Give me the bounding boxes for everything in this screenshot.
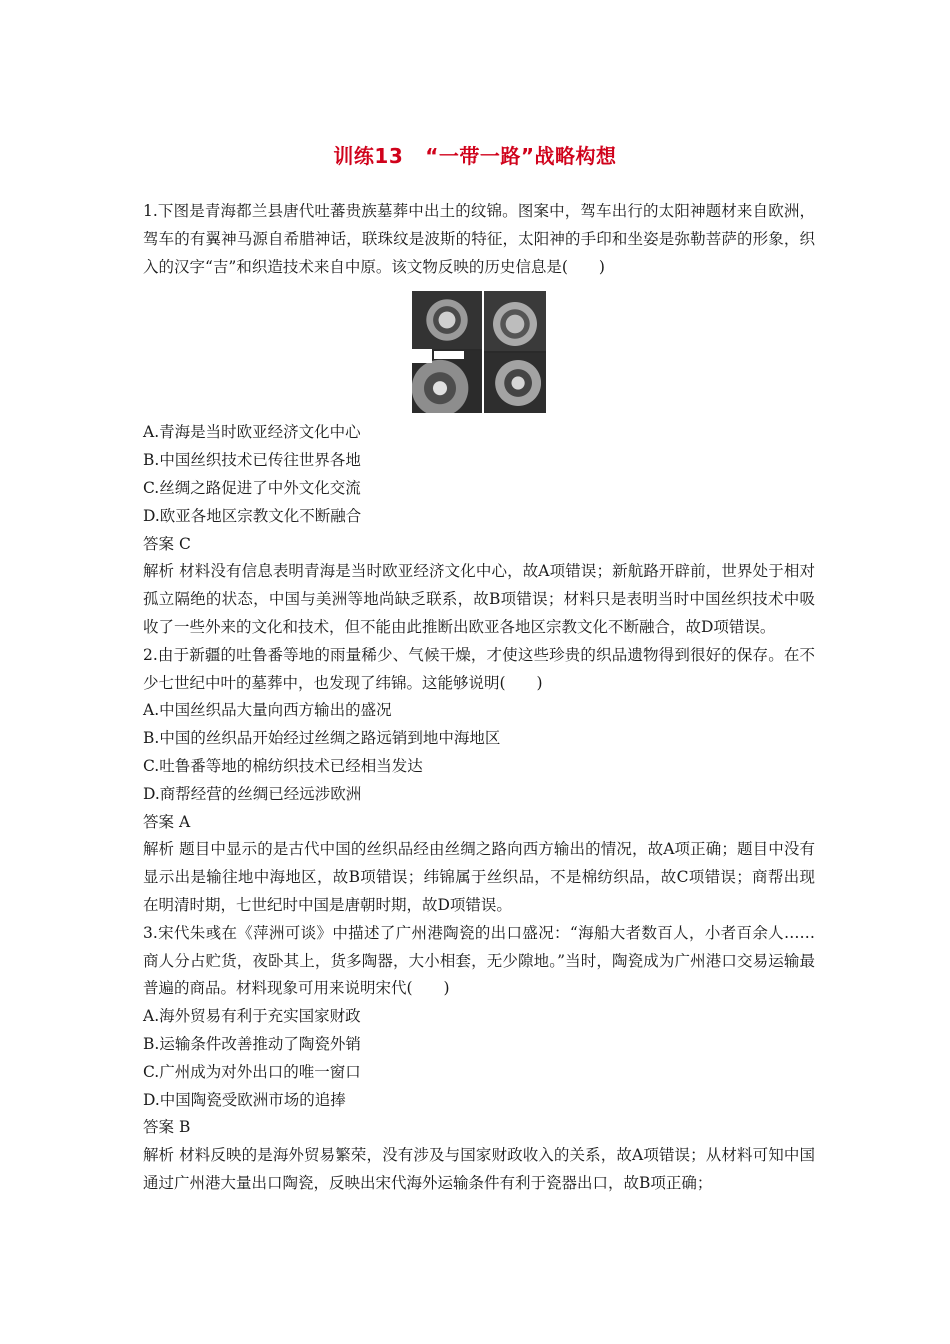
question-3-option-d: D.中国陶瓷受欧洲市场的追捧	[143, 1090, 346, 1109]
question-2-stem: 2.由于新疆的吐鲁番等地的雨量稀少、气候干燥，才使这些珍贵的织品遗物得到很好的保存。在不少七世纪中叶的墓葬中，也发现了纬锦。这能够说明( )	[143, 645, 815, 692]
analysis-text: 题目中显示的是古代中国的丝织品经由丝绸之路向西方输出的情况，故A项正确；题目中没有显示出是输往地中海地区，故B项错误；纬锦属于丝织品，不是棉纺织品，故C项错误；商帮出现在明清时期，七世纪时中国是唐朝时期，故D项错误。	[143, 840, 815, 914]
question-1-stem: 1.下图是青海都兰县唐代吐蕃贵族墓葬中出土的纹锦。图案中，驾车出行的太阳神题材来自欧洲，驾车的有翼神马源自希腊神话，联珠纹是波斯的特征，太阳神的手印和坐姿是弥勒菩萨的形象，织入的汉字“吉”和织造技术来自中原。该文物反映的历史信息是( )	[143, 202, 815, 276]
page-title	[0, 140, 950, 169]
question-2-analysis	[143, 836, 815, 919]
question-3-option-a: A.海外贸易有利于充实国家财政	[143, 1007, 361, 1026]
question-1-option-c: C.丝绸之路促进了中外文化交流	[143, 478, 361, 497]
analysis-label: 解析	[143, 562, 175, 581]
analysis-label: 解析	[143, 1146, 175, 1165]
question-2-option-b: B.中国的丝织品开始经过丝绸之路远销到地中海地区	[143, 729, 501, 748]
question-list	[143, 198, 815, 1198]
question-1-analysis	[143, 558, 815, 641]
question-2-option-d: D.商帮经营的丝绸已经远涉欧洲	[143, 784, 362, 803]
answer-label: 答案	[143, 1118, 175, 1137]
question-1-option-d: D.欧亚各地区宗教文化不断融合	[143, 506, 362, 525]
answer-label: 答案	[143, 812, 175, 831]
question-1-option-a: A.青海是当时欧亚经济文化中心	[143, 423, 361, 442]
question-3-analysis	[143, 1142, 815, 1198]
answer-label: 答案	[143, 534, 175, 553]
lesson-title: “一带一路”战略构想	[425, 144, 617, 168]
question-1-answer	[143, 531, 815, 559]
analysis-text: 材料反映的是海外贸易繁荣，没有涉及与国家财政收入的关系，故A项错误；从材料可知中国通过广州港大量出口陶瓷，反映出宋代海外运输条件有利于瓷器出口，故B项正确；	[143, 1146, 815, 1192]
answer-value: B	[179, 1118, 191, 1137]
answer-value: C	[179, 534, 191, 553]
question-2-option-c: C.吐鲁番等地的棉纺织技术已经相当发达	[143, 756, 423, 775]
lesson-number: 训练13	[333, 144, 404, 168]
question-3-answer	[143, 1114, 815, 1142]
brocade-fragment	[412, 291, 482, 349]
brocade-fragment	[484, 353, 546, 413]
question-2-option-a: A.中国丝织品大量向西方输出的盛况	[143, 701, 392, 720]
answer-value: A	[179, 812, 191, 831]
analysis-text: 材料没有信息表明青海是当时欧亚经济文化中心，故A项错误；新航路开辟前，世界处于相对孤立隔绝的状态，中国与美洲等地尚缺乏联系，故B项错误；材料只是表明当时中国丝织技术中吸收了一些外来的文化和技术，但不能由此推断出欧亚各地区宗教文化不断融合，故D项错误。	[143, 562, 815, 636]
question-3-stem: 3.宋代朱彧在《萍洲可谈》中描述了广州港陶瓷的出口盛况：“海船大者数百人，小者百余人……商人分占贮货，夜卧其上，货多陶器，大小相套，无少隙地。”当时，陶瓷成为广州港口交易运输最普遍的商品。材料现象可用来说明宋代( )	[143, 923, 815, 998]
analysis-label: 解析	[143, 840, 175, 859]
brocade-fragment	[484, 291, 546, 351]
brocade-image	[412, 291, 546, 413]
question-2-answer	[143, 809, 815, 837]
question-3-option-b: B.运输条件改善推动了陶瓷外销	[143, 1034, 361, 1053]
question-3-option-c: C.广州成为对外出口的唯一窗口	[143, 1062, 361, 1081]
question-1-option-b: B.中国丝织技术已传往世界各地	[143, 451, 361, 470]
